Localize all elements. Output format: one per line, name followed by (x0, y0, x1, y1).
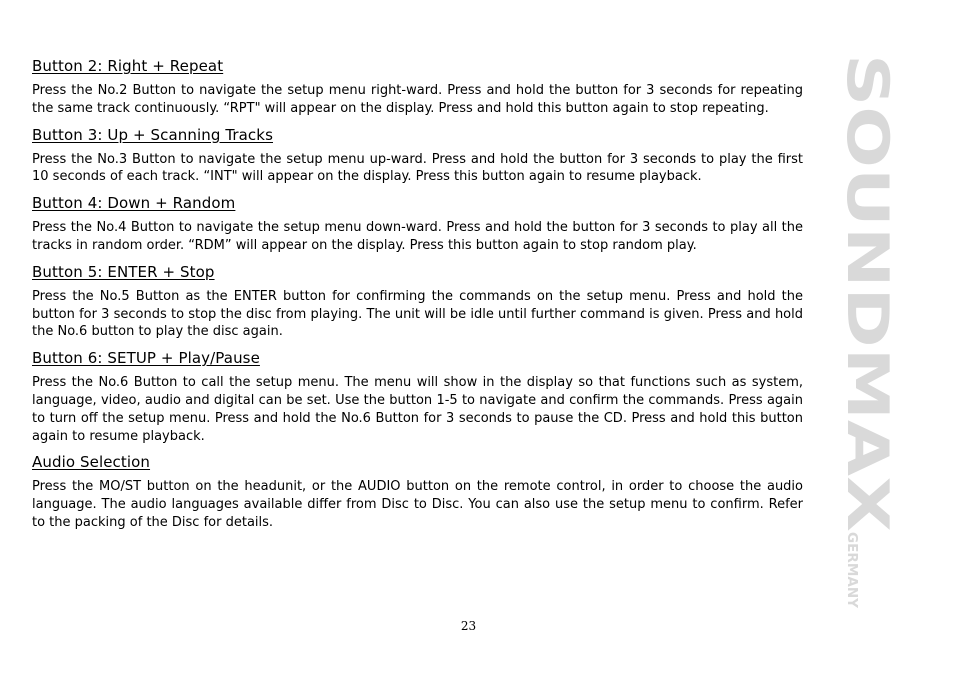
section-heading: Audio Selection (32, 453, 151, 472)
brand-tagline: GERMANY (844, 532, 859, 605)
page-number: 23 (460, 619, 477, 633)
section-heading: Button 2: Right + Repeat (32, 57, 224, 75)
section-audio-selection (32, 452, 803, 531)
section-body: Press the No.6 Button to call the setup menu. The menu will show in the display so that functions such as system, language, video, audio and digital can be set. Use the button 1-5 to navigate and confirm the commands. Press again to turn off the setup menu. Press and hold the No.6 Button for 3 seconds to pause the CD. Press and hold this button again to resume playback. (32, 375, 803, 444)
section-body: Press the No.3 Button to navigate the setup menu up-ward. Press and hold the button for 3 seconds to play the first 10 seconds of each track. “INT" will appear on the display. Press this button again to resume playback. (32, 151, 803, 185)
section-button-4 (32, 193, 803, 255)
section-heading: Button 3: Up + Scanning Tracks (32, 125, 273, 144)
section-button-2 (32, 56, 803, 118)
section-body: Press the No.4 Button to navigate the setup menu down-ward. Press and hold the button for 3 seconds to play all the tracks in random order. “RDM” will appear on the display. Press this button again to stop random play. (32, 220, 803, 253)
manual-content (32, 56, 803, 539)
section-body: Press the No.2 Button to navigate the setup menu right-ward. Press and hold the button for 3 seconds for repeating the same track continuously. “RPT" will appear on the display. Press and hold this button again to stop repeating. (32, 83, 803, 116)
section-body: Press the No.5 Button as the ENTER button for confirming the commands on the setup menu. Press and hold the button for 3 seconds to stop the disc from playing. The unit will be idle until further command is given. Press and hold the No.6 button to play the disc again. (32, 288, 803, 340)
section-body: Press the MO/ST button on the headunit, or the AUDIO button on the remote control, in order to choose the audio language. The audio languages available differ from Disc to Disc. You can also use the setup menu to confirm. Refer to the packing of the Disc for details. (32, 479, 803, 530)
brand-name: SOUNDMAX (834, 54, 900, 430)
section-button-5 (32, 262, 803, 341)
section-heading: Button 6: SETUP + Play/Pause (32, 349, 260, 368)
section-heading: Button 5: ENTER + Stop (32, 262, 215, 281)
section-heading: Button 4: Down + Random (32, 194, 236, 213)
soundmax-logo (834, 52, 908, 612)
section-button-6 (32, 348, 803, 445)
section-button-3 (32, 125, 803, 187)
